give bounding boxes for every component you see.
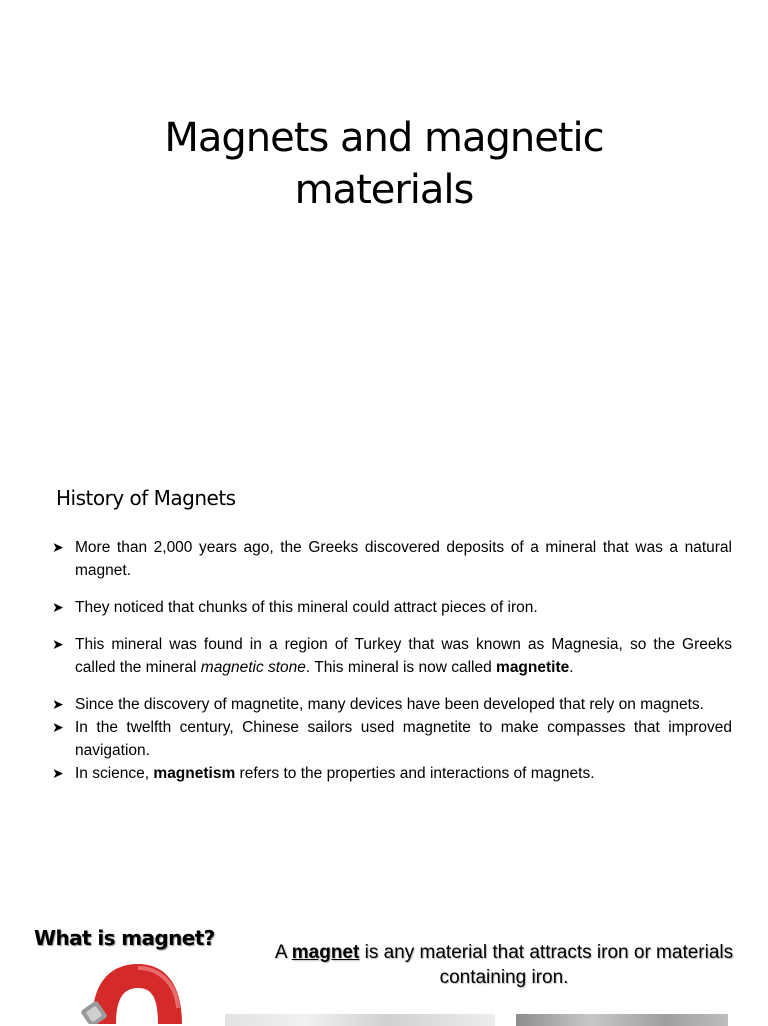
magnet-slide bbox=[0, 864, 768, 1024]
bullet-text: In science, bbox=[75, 765, 154, 782]
definition-text: is any material that attracts iron or materials containing iron. bbox=[359, 942, 734, 988]
definition-term: magnet bbox=[291, 942, 360, 963]
bullet-bold-term: magnetite bbox=[496, 659, 570, 676]
bullet-text: This mineral was found in a region of Turkey that was known as Magnesia, so the Greeks called the mineral bbox=[75, 636, 732, 676]
bullet-bold-term: magnetism bbox=[153, 765, 236, 782]
bullet-text: They noticed that chunks of this mineral could attract pieces of iron. bbox=[75, 599, 538, 616]
bullet-italic-term: magnetic stone bbox=[200, 659, 306, 676]
bullet-text: More than 2,000 years ago, the Greeks discovered deposits of a mineral that was a natural magnet. bbox=[75, 539, 732, 579]
arrow-bullet-icon: ➤ bbox=[52, 539, 64, 555]
title-slide bbox=[0, 0, 768, 432]
magnet-photo bbox=[516, 1014, 728, 1026]
bullet-text: . This mineral is now called bbox=[305, 659, 497, 676]
bullet-item bbox=[52, 536, 732, 582]
arrow-bullet-icon: ➤ bbox=[52, 719, 64, 735]
horseshoe-magnet-icon bbox=[78, 958, 188, 1024]
arrow-bullet-icon: ➤ bbox=[52, 636, 64, 652]
bullet-item bbox=[52, 693, 732, 716]
arrow-bullet-icon: ➤ bbox=[52, 599, 64, 615]
bullet-item bbox=[52, 596, 732, 619]
bullet-item bbox=[52, 633, 732, 679]
definition-prefix: A bbox=[274, 942, 292, 963]
history-bullet-list bbox=[52, 536, 732, 785]
title-line-1: Magnets and magnetic bbox=[164, 115, 604, 161]
bullet-item bbox=[52, 762, 732, 785]
history-heading: History of Magnets bbox=[56, 486, 236, 510]
history-slide bbox=[0, 432, 768, 864]
magnet-photo bbox=[225, 1014, 495, 1026]
title-line-2: materials bbox=[294, 167, 474, 213]
arrow-bullet-icon: ➤ bbox=[52, 696, 64, 712]
presentation-title bbox=[0, 112, 768, 216]
bullet-text: In the twelfth century, Chinese sailors used magnetite to make compasses that improved navigation. bbox=[75, 719, 732, 759]
arrow-bullet-icon: ➤ bbox=[52, 765, 64, 781]
bullet-item bbox=[52, 716, 732, 762]
bullet-text: Since the discovery of magnetite, many devices have been developed that rely on magnets. bbox=[75, 696, 704, 713]
what-is-magnet-heading: What is magnet? bbox=[34, 926, 215, 950]
bullet-text: . bbox=[569, 659, 574, 676]
magnet-definition bbox=[244, 940, 764, 990]
bullet-text: refers to the properties and interactions of magnets. bbox=[235, 765, 595, 782]
